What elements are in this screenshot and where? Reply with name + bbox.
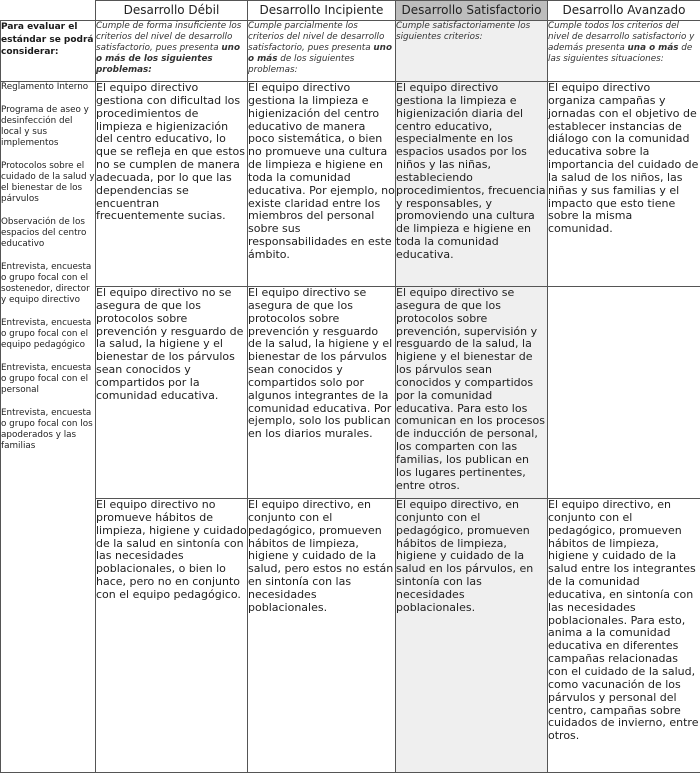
criteria-row-3	[1, 499, 700, 773]
evaluation-label: Para evaluar el estándar se podrá considerar:	[1, 21, 96, 82]
header-blank-cell	[1, 1, 96, 21]
criterion-avanzado: El equipo directivo organiza campañas y jornadas con el objetivo de establecer instancias de diálogo con la comunidad educativa sobre la importancia del cuidado de la salud de los niños, las niñas y sus familias y el impacto que esto tiene sobre la misma comunidad.	[548, 82, 700, 287]
description-text: Cumple satisfactoriamente los siguientes criterios:	[396, 21, 531, 42]
evidence-source: Observación de los espacios del centro educativo	[1, 217, 87, 249]
criterion-avanzado: El equipo directivo, en conjunto con el pedagógico, promueven hábitos de limpieza, higiene y cuidado de la salud entre los integrantes de la comunidad educativa, en sintonía con las necesidades poblacionales. Para esto, anima a la comunidad educativa en diferentes campañas relacionadas con el cuidado de la salud, como vacunación de los párvulos y personal del centro, campañas sobre cuidados de invierno, entre otros.	[548, 499, 700, 773]
criterion-satisfactorio: El equipo directivo, en conjunto con el pedagógico, promueven hábitos de limpieza, higiene y cuidado de la salud en los párvulos, en sintonía con las necesidades poblacionales.	[396, 499, 548, 773]
description-text: Cumple de forma insuficiente los criterios del nivel de desarrollo satisfactorio, pues presenta	[96, 21, 242, 53]
header-desarrollo-incipiente: Desarrollo Incipiente	[248, 1, 396, 21]
criteria-row-1	[1, 82, 700, 287]
level-description-satisfactorio	[396, 21, 548, 82]
criterion-satisfactorio: El equipo directivo se asegura de que los protocolos sobre prevención, supervisión y resguardo de la salud, la higiene y el bienestar de los párvulos sean conocidos y compartidos por la comunidad educativa. Para esto los comunican en los procesos de inducción de personal, los comparten con las familias, los publican en los lugares pertinentes, entre otros.	[396, 287, 548, 499]
criterion-avanzado-empty	[548, 287, 700, 499]
level-description-debil	[96, 21, 248, 82]
criterion-satisfactorio: El equipo directivo gestiona la limpieza e higienización diaria del centro educativo, especialmente en los espacios usados por los niños y las niñas, estableciendo procedimientos, frecuencia y responsables, y promoviendo una cultura de limpieza e higiene en toda la comunidad educativa.	[396, 82, 548, 287]
level-description-avanzado	[548, 21, 700, 82]
header-desarrollo-satisfactorio: Desarrollo Satisfactorio	[396, 1, 548, 21]
criterion-debil: El equipo directivo no se asegura de que los protocolos sobre prevención y resguardo de la salud, la higiene y el bienestar de los párvulos sean conocidos y compartidos por la comunidad educativa.	[96, 287, 248, 499]
header-desarrollo-avanzado: Desarrollo Avanzado	[548, 1, 700, 21]
description-emphasis: uno o más	[248, 43, 392, 64]
criterion-incipiente: El equipo directivo, en conjunto con el pedagógico, promueven hábitos de limpieza, higiene y cuidado de la salud, pero estos no están en sintonía con las necesidades poblacionales.	[248, 499, 396, 773]
description-emphasis: una o más	[627, 43, 679, 53]
header-desarrollo-debil: Desarrollo Débil	[96, 1, 248, 21]
evidence-source: Entrevista, encuesta o grupo focal con el personal	[1, 363, 92, 395]
header-row	[1, 1, 700, 21]
criterion-incipiente: El equipo directivo se asegura de que los protocolos sobre prevención y resguardo de la salud, la higiene y el bienestar de los párvulos sean conocidos y compartidos solo por algunos integrantes de la comunidad educativa. Por ejemplo, solo los publican en los diarios murales.	[248, 287, 396, 499]
criterion-debil: El equipo directivo gestiona con dificultad los procedimientos de limpieza e higienización del centro educativo, lo que se refleja en que estos no se cumplen de manera adecuada, por lo que las dependencias se encuentran frecuentemente sucias.	[96, 82, 248, 287]
level-description-incipiente	[248, 21, 396, 82]
description-text: Cumple todos los criterios del nivel de desarrollo satisfactorio y además presenta	[548, 21, 695, 53]
criterion-incipiente: El equipo directivo gestiona la limpieza e higienización del centro educativo de manera poco sistemática, o bien no promueve una cultura de limpieza e higiene en toda la comunidad educativa. Por ejemplo, no existe claridad entre los miembros del personal sobre sus responsabilidades en este ámbito.	[248, 82, 396, 287]
evidence-source: Entrevista, encuesta o grupo focal con los apoderados y las familias	[1, 408, 93, 451]
evidence-source: Programa de aseo y desinfección del local y sus implementos	[1, 105, 89, 148]
criteria-row-2	[1, 287, 700, 499]
evidence-sources-list	[1, 82, 96, 773]
description-text-end: de los siguientes problemas:	[248, 54, 355, 75]
intro-row	[1, 21, 700, 82]
description-emphasis: uno o más de los siguientes problemas:	[96, 43, 240, 75]
evidence-source: Entrevista, encuesta o grupo focal con el equipo pedagógico	[1, 318, 92, 350]
evidence-source: Entrevista, encuesta o grupo focal con el sostenedor, director y equipo directivo	[1, 262, 92, 305]
description-text: Cumple parcialmente los criterios del nivel de desarrollo satisfactorio, pues presenta	[248, 21, 385, 53]
evidence-source: Reglamento Interno	[1, 82, 89, 92]
evidence-source: Protocolos sobre el cuidado de la salud y el bienestar de los párvulos	[1, 161, 95, 204]
description-text-end: de las siguientes situaciones:	[548, 43, 693, 64]
criterion-debil: El equipo directivo no promueve hábitos de limpieza, higiene y cuidado de la salud en sintonía con las necesidades poblacionales, o bien lo hace, pero no en conjunto con el equipo pedagógico.	[96, 499, 248, 773]
